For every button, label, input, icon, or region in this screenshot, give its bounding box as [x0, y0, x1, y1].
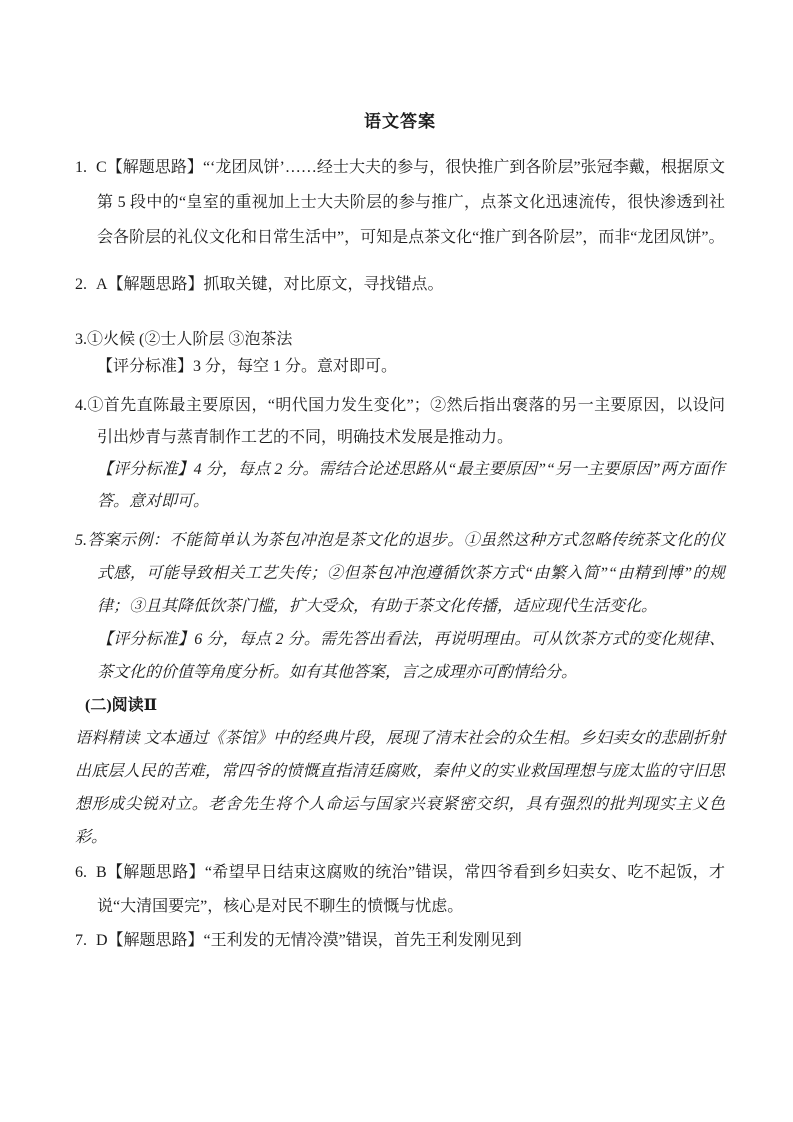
item-text: D【解题思路】“王利发的无情冷漠”错误，首先王利发刚见到	[96, 932, 522, 949]
doc-title: 语文答案	[364, 112, 436, 131]
item-text: B【解题思路】“希望早日结束这腐败的统治”错误，常四爷看到乡妇卖女、吃不起饭，才说“大清国要完”，核心是对民不聊生的愤慨与忧虑。	[96, 864, 725, 915]
item-number: 2.	[75, 276, 87, 293]
answer-item-1	[75, 150, 725, 255]
item-text: ①首先直陈最主要原因，“明代国力发生变化”；②然后指出褒落的另一主要原因，以设问引出炒青与蒸青制作工艺的不同，明确技术发展是推动力。	[87, 397, 725, 446]
answer-item-4	[75, 390, 725, 454]
answer-item-5	[75, 524, 725, 623]
item-text: C【解题思路】“‘龙团凤饼’……经士大夫的参与，很快推广到各阶层”张冠李戴，根据原文第 5 段中的“皇室的重视加上士大夫阶层的参与推广，点茶文化迅速流传，很快渗透到社会各阶层的礼仪文化和日常生活中”，可知是点茶文化“推广到各阶层”，而非“龙团凤饼”。	[96, 159, 725, 246]
item-number: 4.	[75, 397, 87, 414]
answer-item-2	[75, 267, 725, 302]
item-text: 答案示例：不能简单认为茶包冲泡是茶文化的退步。①虽然这种方式忽略传统茶文化的仪式感，可能导致相关工艺失传；②但茶包冲泡遵循饮茶方式“由繁入简”“由精到博”的规律；③且其降低饮茶门槛，扩大受众，有助于茶文化传播，适应现代生活变化。	[87, 532, 725, 615]
item-text: A【解题思路】抓取关键，对比原文，寻找错点。	[96, 276, 444, 293]
answer-item-6	[75, 856, 725, 924]
item-number: 1.	[75, 159, 87, 176]
item-text: ①火候 (②士人阶层 ③泡茶法	[87, 331, 293, 348]
scoring-standard-5: 【评分标准】6 分，每点 2 分。需先答出看法，再说明理由。可从饮茶方式的变化规律、茶文化的价值等角度分析。如有其他答案，言之成理亦可酌情给分。	[97, 631, 725, 681]
answer-item-3	[75, 326, 725, 353]
answer-item-7	[75, 924, 725, 958]
section-heading-reading-2: (二)阅读Ⅱ	[85, 697, 158, 714]
scoring-standard-3: 【评分标准】3 分，每空 1 分。意对即可。	[97, 358, 398, 375]
item-number: 5.	[75, 532, 87, 549]
item-number: 6.	[75, 864, 87, 881]
scoring-standard-4: 【评分标准】4 分，每点 2 分。需结合论述思路从“最主要原因”“另一主要原因”两方面作答。意对即可。	[97, 461, 725, 510]
item-number: 3.	[75, 331, 87, 348]
item-number: 7.	[75, 932, 87, 949]
material-analysis: 语料精读 文本通过《茶馆》中的经典片段，展现了清末社会的众生相。乡妇卖女的悲剧折射出底层人民的苦难，常四爷的愤慨直指清廷腐败，秦仲义的实业救国理想与庞太监的守旧思想形成尖锐对立。老舍先生将个人命运与国家兴衰紧密交织，具有强烈的批判现实主义色彩。	[75, 730, 725, 846]
